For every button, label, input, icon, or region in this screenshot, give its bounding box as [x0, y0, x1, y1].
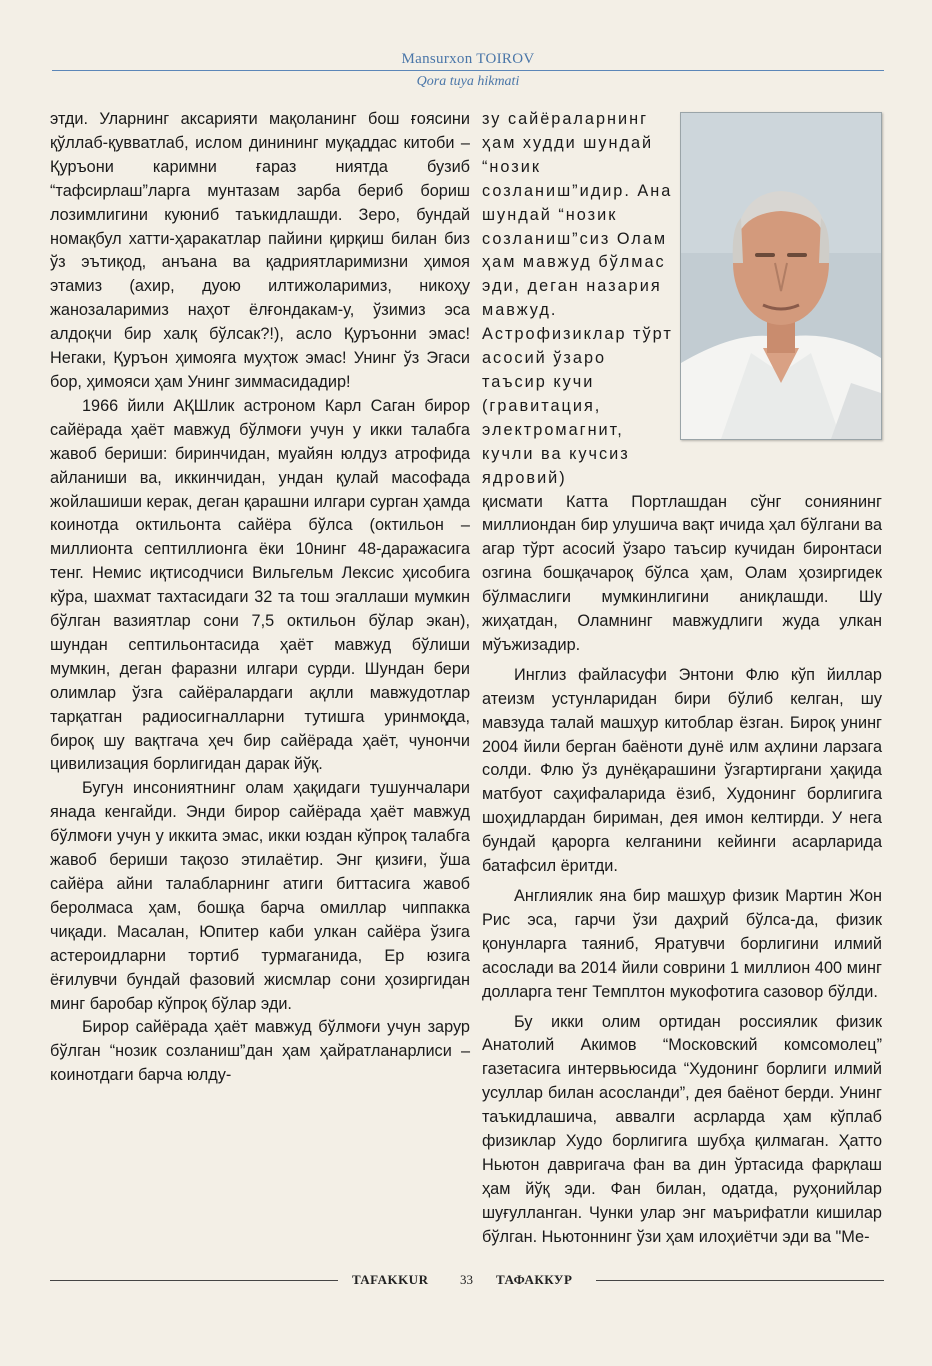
paragraph: Инглиз файласуфи Энтони Флю кўп йиллар атеизм устунларидан бири бўлиб келган, шу мавзуда талай машҳур китоблар ёзган. Бироқ унинг 2004 йили берган баёноти дунё илм аҳлини ларзага солди. Флю ўз дунёқарашини ўзгартиргани ҳақида матбуот саҳифаларида ёзиб, Худонинг борлигига шоҳидлардан бириман, дея имон келтирди. У нега бундай қарорга келганини кейинги асарларида батафсил ёритди.	[482, 665, 882, 876]
footer-journal-cyrillic: ТАФАККУР	[496, 1272, 573, 1287]
footer-rule-left	[50, 1280, 338, 1281]
header-rule	[52, 70, 884, 71]
paragraph: Англиялик яна бир машҳур физик Мартин Жон Рис эса, гарчи ўзи даҳрий бўлса-да, физик қонунларга таяниб, Яратувчи борлигини илмий асослади ва 2014 йили соврини 1 миллион 400 минг долларга тенг Темплтон мукофотига сазовор бўлди.	[482, 887, 882, 1001]
paragraph: этди. Уларнинг аксарияти мақоланинг бош ғоясини қўллаб-қувватлаб, ислом динининг муқаддас китоби – Қуръони каримни ғараз ниятда бузиб “тафсирлаш”ларга мунтазам зарба бериб бориш лозимлигини куюниб таъкидлашди. Зеро, бундай номақбул хатти-ҳаракатлар пайини қирқиш билан биз ўз эътиқод, анъана ва қадриятларимизни ҳимоя этамиз (ахир, дуою илтижоларимиз, никоҳу жанозаларимиз наҳот ёлғондакам-у, ўзимиз эса алдоқчи бир халқ бўлсак?!), асло Қуръонни эмас! Негаки, Қуръон ҳимояга муҳтож эмас! Унинг ўз Эгаси бор, ҳимояси ҳам Унинг зиммасидадир!	[50, 110, 470, 391]
paragraph: зу сайёраларнинг ҳам худди шундай “нозик созланиш”идир. Ана шундай “нозик созланиш”сиз Олам ҳам мавжуд бўлмас эди, деган назария мавжуд. Астрофизиклар тўрт асосий ўзаро таъсир кучи (гравитация, электромагнит, кучли ва кучсиз ядровий)	[482, 110, 673, 487]
left-column	[50, 108, 470, 1088]
header-subtitle: Qora tuya hikmati	[416, 74, 520, 89]
footer-journal-latin: TAFAKKUR	[352, 1272, 429, 1287]
page-footer	[50, 1270, 884, 1290]
running-header	[52, 50, 884, 90]
paragraph: Бу икки олим ортидан россиялик физик Анатолий Акимов “Московский комсомолец” газетасига интервьюсида “Худонинг борлиги илмий усуллар билан асосланди”, дея баёнот берди. Унинг таъкидлашича, аввалги асрларда ҳам кўплаб физиклар Худо борлигига шубҳа қилмаган. Ҳатто Ньютон давригача фан ва дин ўртасида фарқлаш ҳам йўқ эди. Фан билан, одатда, руҳонийлар шуғулланган. Чунки улар энг маърифатли кишилар бўлган. Ньютоннинг ўзи ҳам илоҳиётчи эди ва "Ме-	[482, 1012, 882, 1246]
wrapped-text	[482, 108, 674, 491]
right-column-body	[482, 491, 882, 1250]
footer-rule-right	[596, 1280, 884, 1281]
header-author: Mansurxon TOIROV	[401, 51, 535, 67]
paragraph: қисмати Катта Портлашдан сўнг сониянинг миллиондан бир улушича вақт ичида ҳал бўлгани ва агар тўрт асосий ўзаро таъсир кучидан биронтаси озгина бошқачароқ бўлса ҳам, Олам ҳозиргидек бўлмаслиги мумкинлигини аниқлашди. Шу жиҳатдан, Оламнинг мавжудлиги жуда улкан мўъжизадир.	[482, 492, 882, 654]
paragraph: 1966 йили АҚШлик астроном Карл Саган бирор сайёрада ҳаёт мавжуд бўлмоғи учун у икки талабга жавоб бериши: биринчидан, муайян юлдуз атрофида айланиши ва, иккинчидан, ундан қулай масофада жойлашиши керак, деган қарашни илгари сурган ҳамда коинотда октильонта сайёра бўлса (октильон – миллионта септиллионга ёки 10нинг 48-даражасига тенг. Немис иқтисодчиси Вильгельм Лексис ҳисобига кўра, шахмат тахтасидаги 32 та тош эгаллаши мумкин бўлган вазиятлар сони 7,5 октильон бўлар экан), шундан септильонтасида ҳаёт мавжуд бўлиши мумкин, деган фаразни илгари сурди. Шундан бери олимлар ўзга сайёралардаги ақлли мавжудотлар тарқатган радиосигналларни тутишга уринмоқда, бироқ шу вақтгача ҳеч бир сайёрада ҳаёт, чунончи цивилизация борлигидан дарак йўқ.	[50, 396, 470, 774]
paragraph: Бугун инсониятнинг олам ҳақидаги тушунчалари янада кенгайди. Энди бирор сайёрада ҳаёт мавжуд бўлмоғи учун у иккита эмас, икки юздан кўпроқ талабга жавоб бериши тақозо этилаётир. Энг қизиғи, ўша сайёра айни талабларнинг атиги биттасига жавоб беролмаса ҳам, бошқа барча омиллар чиппакка чиқади. Масалан, Юпитер каби улкан сайёра ўзига астероидларни тортиб турмаганида, Ер юзига ёғилувчи бундай фазовий жисмлар сони ҳозиргидан минг баробар кўпроқ бўлар эди.	[50, 779, 470, 1013]
paragraph: Бирор сайёрада ҳаёт мавжуд бўлмоғи учун зарур бўлган “нозик созланиш”дан ҳам ҳайратланарлиси – коинотдаги барча юлду-	[50, 1018, 470, 1085]
page-number: 33	[460, 1272, 473, 1287]
right-column	[482, 108, 882, 1250]
photo-wrap-block	[482, 108, 882, 491]
portrait-photo	[680, 112, 882, 440]
portrait-icon	[681, 113, 881, 439]
